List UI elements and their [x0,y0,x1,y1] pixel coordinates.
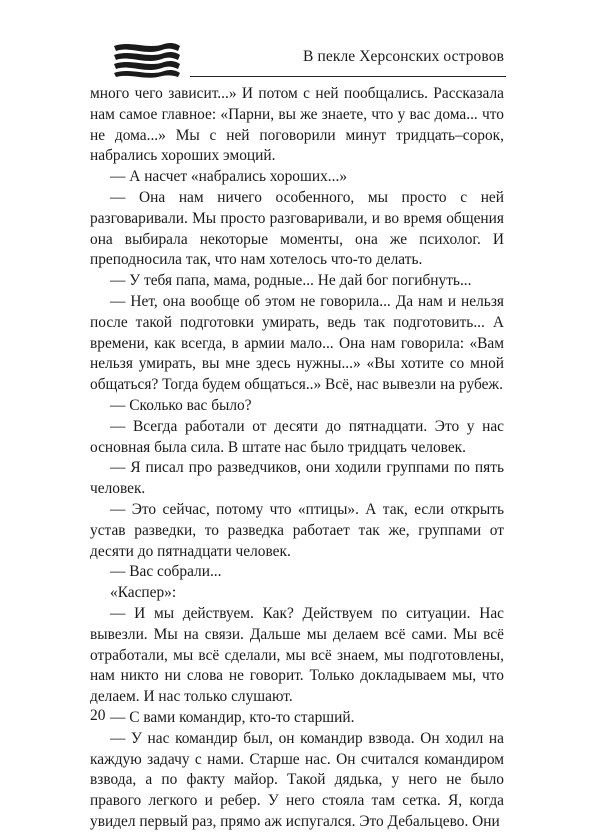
paragraph-9: — Это сейчас, потому что «птицы». А так, если открыть устав разведки, то разведка работает так же, группами от десяти до пятнадцати человек. [90,500,504,560]
page-number: 20 [90,707,106,724]
paragraph-11: «Каспер»: [110,584,177,602]
paragraph-1: много чего зависит...» И потом с ней пообщались. Рассказала нам самое главное: «Парни, вы же знаете, что у вас дома... что не дома...» Мы с ней поговорили минут тридцать–сорок, набрались хороших эмоций. [90,85,504,165]
body-text [90,84,504,833]
page-header [0,0,600,90]
flag-stripes-icon [112,40,182,80]
paragraph-3: — Она нам ничего особенного, мы просто с ней разговаривали. Мы просто разговаривали, и во время общения она выбирала некоторые моменты, она же психолог. И преподносила так, что нам хотелось что-то делать. [90,188,504,269]
paragraph-7: — Всегда работали от десяти до пятнадцати. Это у нас основная была сила. В штате нас было тридцать человек. [90,417,504,456]
paragraph-10: — Вас собрали... [110,563,222,581]
running-title: В пекле Херсонских островов [303,48,504,65]
paragraph-4: — У тебя папа, мама, родные... Не дай бог погибнуть... [110,272,472,290]
paragraph-14: — У нас командир был, он командир взвода. Он ходил на каждую задачу с нами. Старше нас. Он считался командиром взвода, а по факту майор. Такой дядька, у него не было правого легкого и ребер. У него стояла там сетка. Я, когда увидел первый раз, прямо аж испугался. Это Дебальцево. Они [90,729,504,830]
paragraph-8: — Я писал про разведчиков, они ходили группами по пять человек. [90,459,504,498]
paragraph-5: — Нет, она вообще об этом не говорила... Да нам и нельзя после такой подготовки умирать, ведь так подготовить... А времени, как всегда, в армии мало... Она нам говорила: «Вам нельзя умирать, вы мне здесь нужны...» «Вы хотите со мной общаться? Тогда будем общаться..» Всё, нас вывезли на рубеж. [90,292,504,394]
paragraph-13: — С вами командир, кто-то старший. [110,708,355,726]
paragraph-6: — Сколько вас было? [110,396,252,414]
paragraph-12: — И мы действуем. Как? Действуем по ситуации. Нас вывезли. Мы на связи. Дальше мы делаем всё сами. Мы всё отработали, мы всё сделали, мы всё знаем, мы подготовлены, нам никто ни слова не говорит. Только докладываем мы, что делаем. И нас только слушают. [90,604,504,706]
paragraph-2: — А насчет «набрались хороших...» [110,168,348,186]
header-rule [190,76,506,77]
